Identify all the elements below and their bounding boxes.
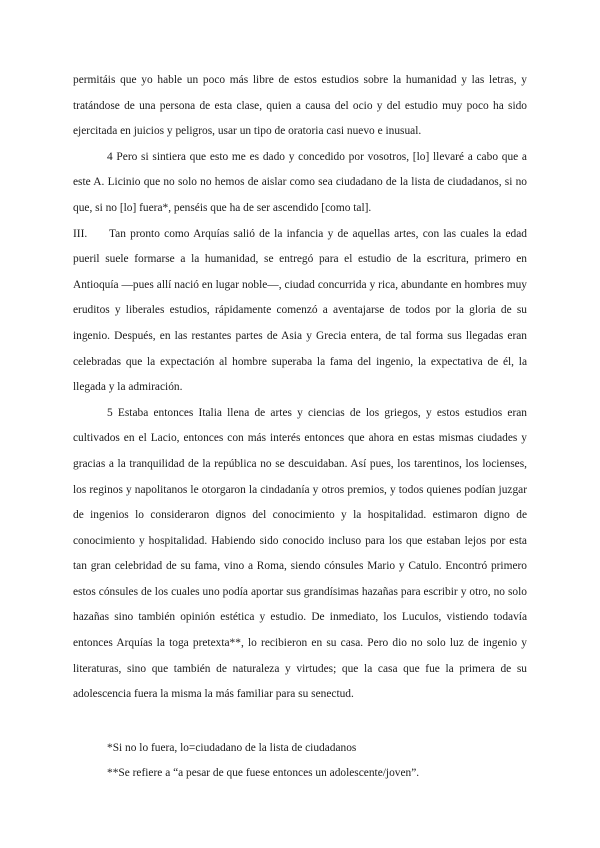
paragraph-section-III [73,222,527,401]
paragraph-continuation: permitáis que yo hable un poco más libre de estos estudios sobre la humanidad y las letras, y tratándose de una persona de esta clase, quien a causa del ocio y del estudio muy poco ha sido ejercitada en juicios y peligros, usar un tipo de oratoria casi nuevo e inusual. [73,74,527,138]
footnotes [73,736,527,787]
section-III-text: Tan pronto como Arquías salió de la infancia y de aquellas artes, con las cuales la edad pueril suele formarse a la humanidad, se entregó para el estudio de la escritura, primero en Antioquía —pues allí nació en lugar noble—, ciudad concurrida y rica, abundante en hombres muy eruditos y liberales estudios, rápidamente comenzó a aventajarse de todos por la gloria de su ingenio. Después, en las restantes partes de Asia y Grecia entera, de tal forma sus llegadas eran celebradas que la expectación al hombre superaba la fama del ingenio, la expectativa de él, la llegada y la admiración. [73,227,527,394]
footnote-2: **Se refiere a “a pesar de que fuese entonces un adolescente/joven”. [107,767,420,780]
section-number: III. [73,227,88,240]
paragraph-section-5: 5 Estaba entonces Italia llena de artes y ciencias de los griegos, y estos estudios eran cultivados en el Lacio, entonces con más interés entonces que ahora en estas mismas ciudades y gracias a la tranquilidad de la república no se descuidaban. Así pues, los tarentinos, los locienses, los reginos y napolitanos le otorgaron la cindadanía y otros premios, y todos quienes podían juzgar de ingenios lo consideraron dignos del conocimiento y la hospitalidad. estimaron digno de conocimiento y hospitalidad. Habiendo sido conocido incluso para los que estaban lejos por esta tan gran celebridad de su fama, vino a Roma, siendo cónsules Mario y Catulo. Encontró primero estos cónsules de los cuales uno podía aportar sus grandísimas hazañas para escribir y otro, no solo hazañas sino también opinión estética y estudio. De inmediato, los Luculos, vistiendo todavía entonces Arquías la toga pretexta**, lo recibieron en su casa. Pero dio no solo luz de ingenio y literaturas, sino que también de naturaleza y virtudes; que la casa que fue la primera de su adolescencia fuera la misma la más familiar para su senectud. [73,406,527,701]
footnote-1: *Si no lo fuera, lo=ciudadano de la lista de ciudadanos [107,741,357,754]
paragraph-section-4: 4 Pero si sintiera que esto me es dado y concedido por vosotros, [lo] llevaré a cabo que a este A. Licinio que no solo no hemos de aislar como sea ciudadano de la lista de ciudadanos, si no que, si no [lo] fuera*, penséis que ha de ser ascendido [como tal]. [73,150,527,214]
